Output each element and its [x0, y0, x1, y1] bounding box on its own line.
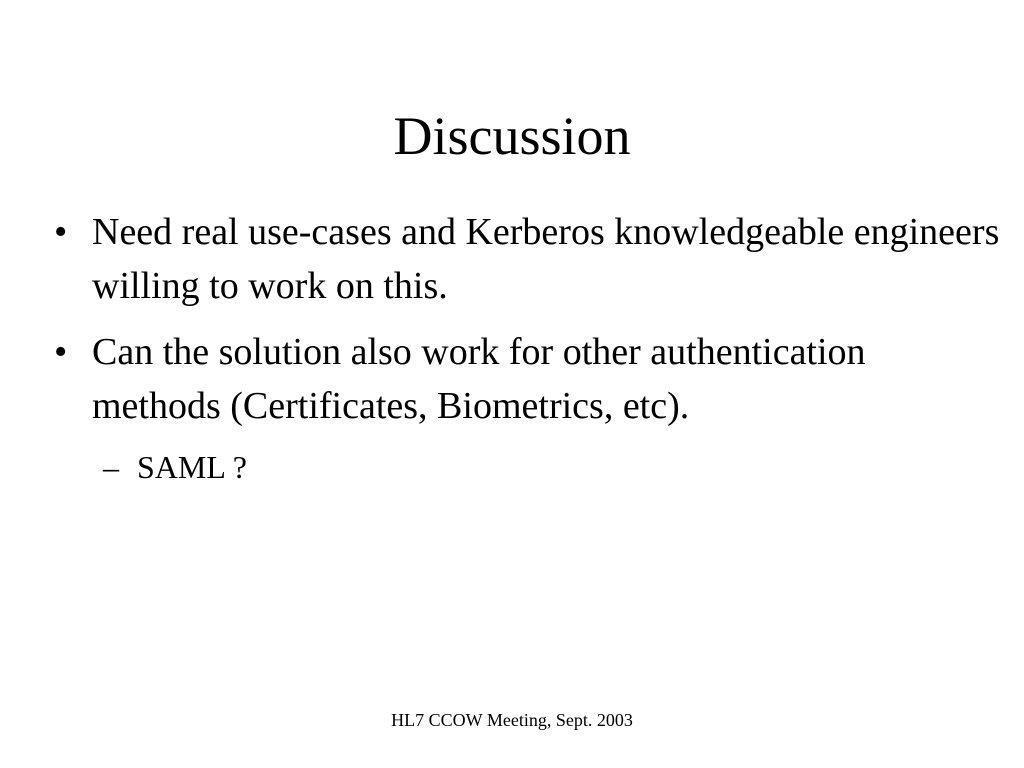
sub-bullet-text: SAML ? — [137, 449, 247, 485]
bullet-text: Can the solution also work for other authentication methods (Certificates, Biometrics, etc). — [92, 331, 866, 427]
slide-footer: HL7 CCOW Meeting, Sept. 2003 — [391, 710, 633, 730]
slide-title: Discussion — [393, 106, 631, 166]
bullet-list — [0, 205, 1024, 489]
bullet-item-other-methods — [0, 325, 1024, 433]
bullet-icon: • — [54, 211, 68, 253]
bullet-item-use-cases — [0, 205, 1024, 313]
sub-bullet-item-saml — [0, 445, 1024, 489]
bullet-icon: • — [54, 331, 68, 373]
bullet-text: Need real use-cases and Kerberos knowledgeable engineers willing to work on this. — [92, 211, 1000, 307]
dash-icon: – — [103, 449, 119, 485]
